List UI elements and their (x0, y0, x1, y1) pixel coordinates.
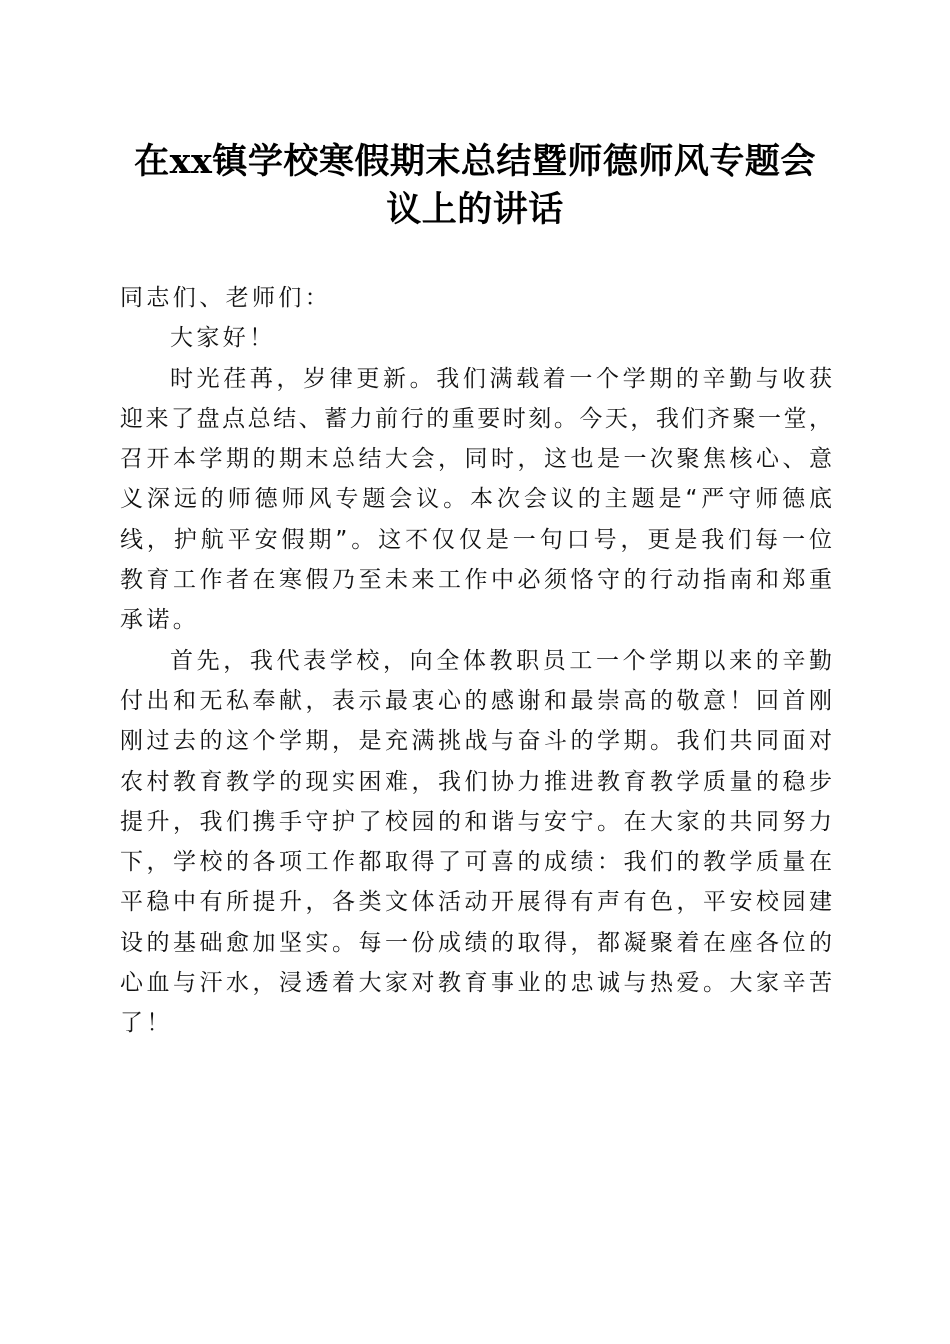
paragraph-line: 付出和无私奉献，表示最衷心的感谢和最崇高的敬意！回首刚 (120, 687, 832, 714)
paragraph-line: 时光荏苒，岁律更新。我们满载着一个学期的辛勤与收获 (170, 365, 832, 392)
paragraph-line: 首先，我代表学校，向全体教职员工一个学期以来的辛勤 (170, 647, 832, 674)
document-title (110, 138, 840, 234)
greeting: 大家好！ (170, 325, 276, 352)
paragraph-line: 提升，我们携手守护了校园的和谐与安宁。在大家的共同努力 (120, 808, 832, 835)
paragraph-line: 承诺。 (120, 607, 200, 634)
paragraph-2 (120, 641, 832, 1044)
paragraph-line: 刚过去的这个学期，是充满挑战与奋斗的学期。我们共同面对 (120, 728, 832, 755)
paragraph-1 (120, 359, 832, 641)
title-line: 议上的讲话 (386, 189, 564, 230)
paragraph-line: 设的基础愈加坚实。每一份成绩的取得，都凝聚着在座各位的 (120, 929, 832, 956)
paragraph-line: 心血与汗水，浸透着大家对教育事业的忠诚与热爱。大家辛苦 (120, 970, 832, 997)
paragraph-line: 义深远的师德师风专题会议。本次会议的主题是“严守师德底 (120, 486, 832, 513)
paragraph-line: 迎来了盘点总结、蓄力前行的重要时刻。今天，我们齐聚一堂， (120, 405, 832, 432)
paragraph-line: 教育工作者在寒假乃至未来工作中必须恪守的行动指南和郑重 (120, 567, 832, 594)
salutation: 同志们、老师们： (120, 285, 332, 311)
paragraph-line: 平稳中有所提升，各类文体活动开展得有声有色，平安校园建 (120, 889, 832, 916)
paragraph-line: 农村教育教学的现实困难，我们协力推进教育教学质量的稳步 (120, 768, 832, 795)
paragraph-line: 线，护航平安假期”。这不仅仅是一句口号，更是我们每一位 (120, 526, 832, 553)
speech-body (120, 278, 832, 1044)
paragraph-line: 召开本学期的期末总结大会，同时，这也是一次聚焦核心、意 (120, 446, 832, 473)
paragraph-line: 了！ (120, 1010, 173, 1037)
title-line: 在xx镇学校寒假期末总结暨师德师风专题会 (134, 141, 816, 182)
paragraph-line: 下，学校的各项工作都取得了可喜的成绩：我们的教学质量在 (120, 849, 832, 876)
